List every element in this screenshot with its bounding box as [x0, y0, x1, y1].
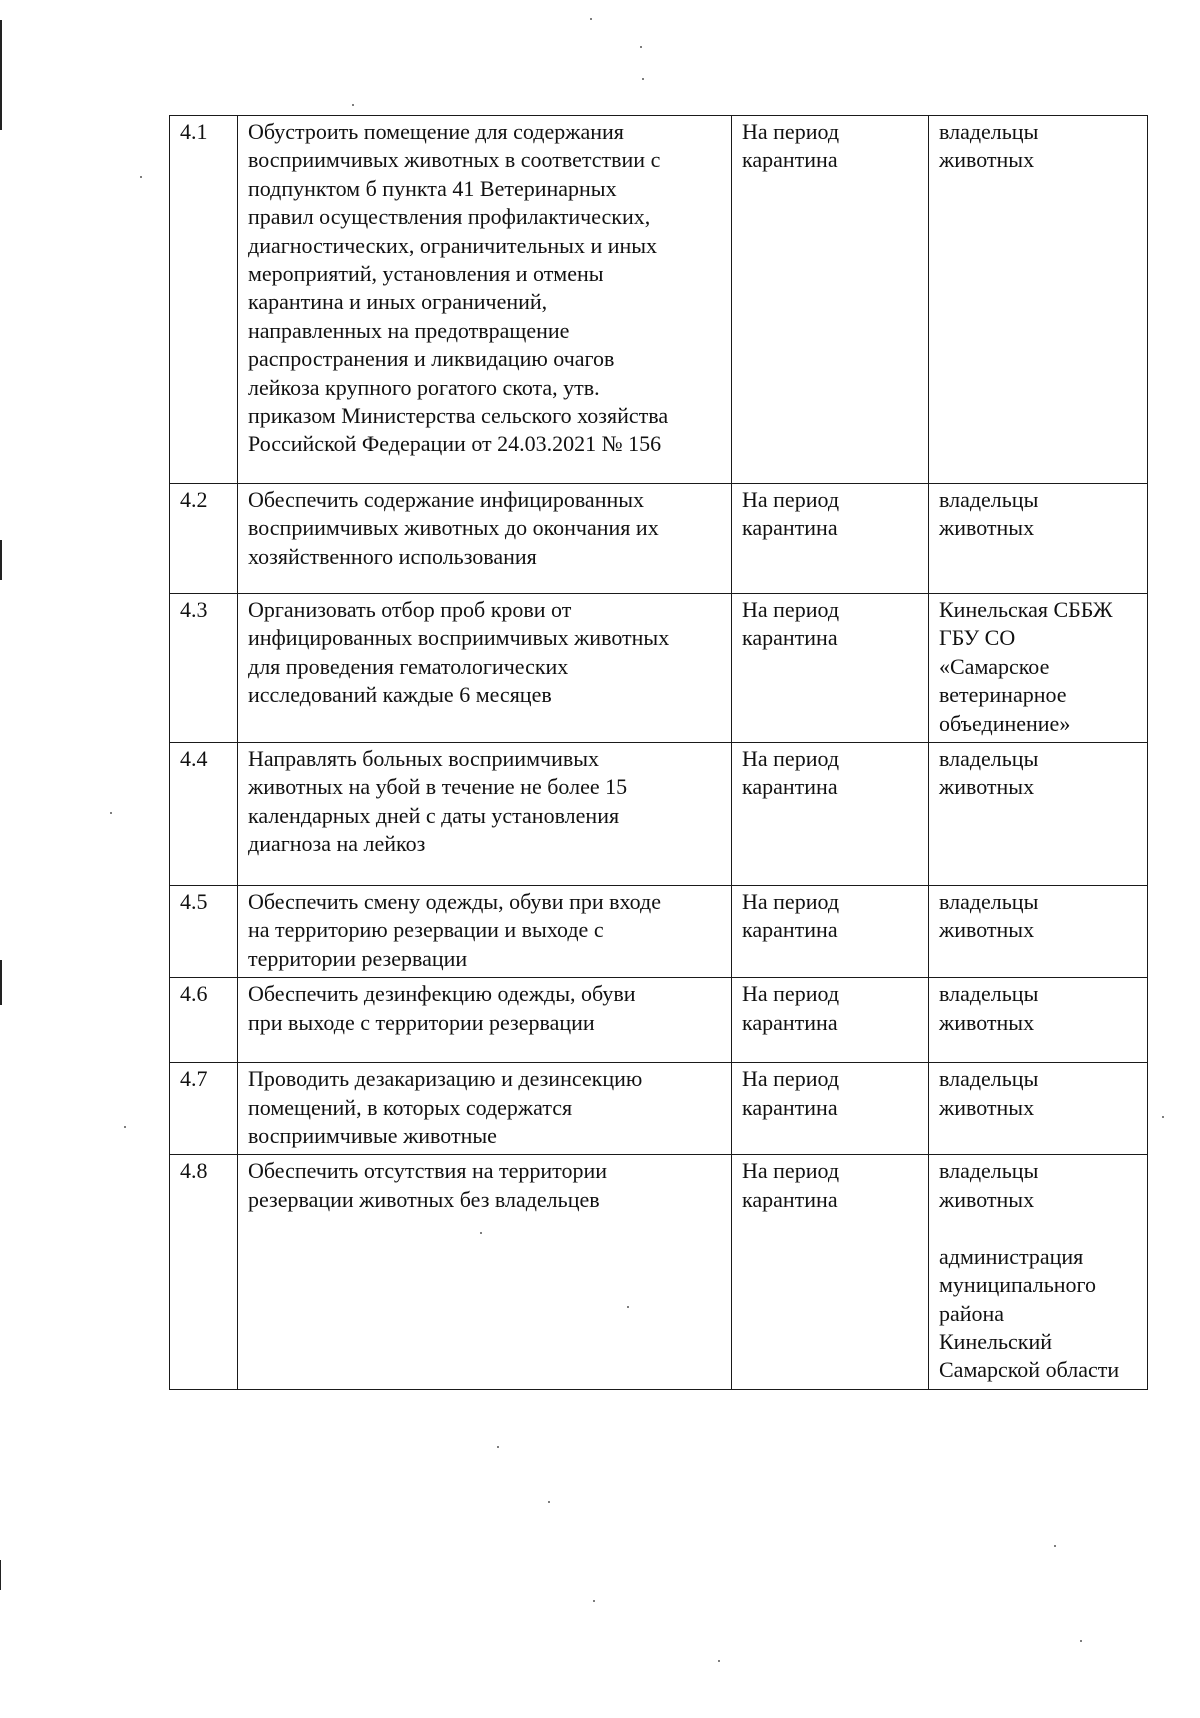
scan-speck — [718, 1660, 720, 1662]
row-action: Обустроить помещение для содержания восприимчивых животных в соответствии с подпунктом б пункта 41 Ветеринарных правил осуществления профилактических, диагностических, ограничительных и иных мероприятий, установления и отмены карантина и иных ограничений, направленных на предотвращение распространения и ликвидацию очагов лейкоза крупного рогатого скота, утв. приказом Министерства сельского хозяйства Российской Федерации от 24.03.2021 № 156 — [238, 116, 732, 484]
scan-speck — [1054, 1545, 1056, 1547]
row-action: Направлять больных восприимчивых животных на убой в течение не более 15 календарных дней с даты установления диагноза на лейкоз — [238, 743, 732, 886]
scan-speck — [593, 1600, 595, 1602]
row-term: На период карантина — [732, 978, 929, 1063]
scan-edge-mark — [0, 540, 2, 580]
row-term: На период карантина — [732, 484, 929, 594]
scan-edge-mark — [0, 960, 2, 1005]
scan-speck — [590, 18, 592, 20]
row-responsible: владельцы животных — [929, 886, 1148, 978]
scan-speck — [124, 1126, 126, 1128]
scan-speck — [352, 104, 354, 106]
scan-speck — [110, 812, 112, 814]
scan-speck — [548, 1501, 550, 1503]
row-action: Обеспечить дезинфекцию одежды, обуви при выходе с территории резервации — [238, 978, 732, 1063]
row-responsible: владельцы животных — [929, 484, 1148, 594]
row-action: Организовать отбор проб крови от инфицированных восприимчивых животных для проведения гематологических исследований каждые 6 месяцев — [238, 594, 732, 743]
table-row — [170, 484, 1148, 594]
row-action: Обеспечить отсутствия на территории резервации животных без владельцев — [238, 1155, 732, 1389]
row-number: 4.5 — [170, 886, 238, 978]
scan-speck — [497, 1446, 499, 1448]
row-responsible: владельцы животных — [929, 743, 1148, 886]
scan-speck — [642, 78, 644, 80]
row-term: На период карантина — [732, 1063, 929, 1155]
row-term: На период карантина — [732, 594, 929, 743]
row-action: Обеспечить содержание инфицированных восприимчивых животных до окончания их хозяйственного использования — [238, 484, 732, 594]
table-row — [170, 594, 1148, 743]
row-number: 4.2 — [170, 484, 238, 594]
scan-speck — [1162, 1116, 1164, 1118]
scan-edge-mark — [0, 1560, 1, 1590]
row-responsible: владельцы животных — [929, 116, 1148, 484]
row-term: На период карантина — [732, 886, 929, 978]
row-number: 4.4 — [170, 743, 238, 886]
row-number: 4.6 — [170, 978, 238, 1063]
scan-speck — [627, 1306, 629, 1308]
table-row — [170, 1063, 1148, 1155]
scan-speck — [480, 1232, 482, 1234]
row-responsible: владельцы животных — [929, 978, 1148, 1063]
row-number: 4.3 — [170, 594, 238, 743]
row-number: 4.1 — [170, 116, 238, 484]
row-action: Обеспечить смену одежды, обуви при входе на территорию резервации и выходе с территории резервации — [238, 886, 732, 978]
scan-speck — [1080, 1640, 1082, 1642]
scan-speck — [140, 176, 142, 178]
row-number: 4.8 — [170, 1155, 238, 1389]
table-row — [170, 978, 1148, 1063]
row-responsible: владельцы животных администрация муниципального района Кинельский Самарской области — [929, 1155, 1148, 1389]
measures-table — [169, 115, 1148, 1390]
table-row — [170, 1155, 1148, 1389]
row-number: 4.7 — [170, 1063, 238, 1155]
row-term: На период карантина — [732, 116, 929, 484]
scan-edge-mark — [0, 20, 2, 130]
row-action: Проводить дезакаризацию и дезинсекцию помещений, в которых содержатся восприимчивые животные — [238, 1063, 732, 1155]
row-term: На период карантина — [732, 1155, 929, 1389]
row-responsible: Кинельская СББЖ ГБУ СО «Самарское ветеринарное объединение» — [929, 594, 1148, 743]
table-row — [170, 886, 1148, 978]
row-term: На период карантина — [732, 743, 929, 886]
table-row — [170, 116, 1148, 484]
row-responsible: владельцы животных — [929, 1063, 1148, 1155]
scan-speck — [640, 46, 642, 48]
table-row — [170, 743, 1148, 886]
